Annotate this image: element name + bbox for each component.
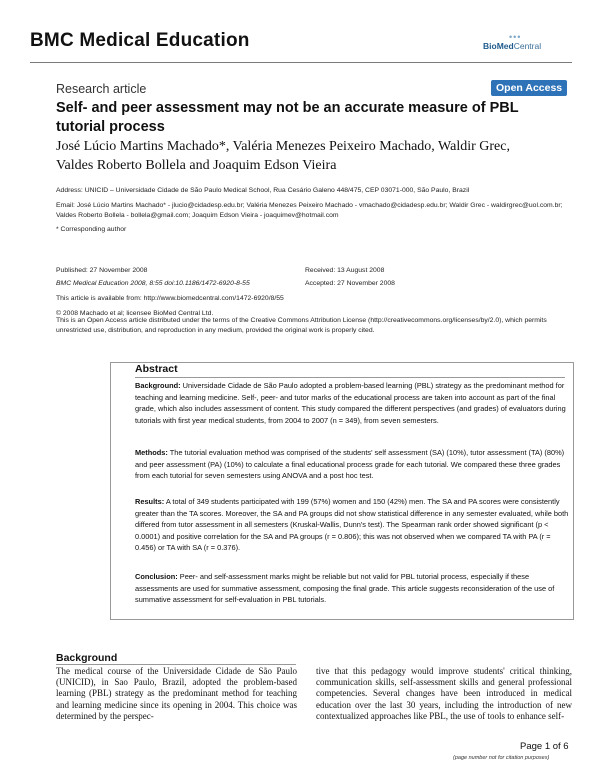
body-column-left: The medical course of the Universidade Cidade de São Paulo (UNICID), in Sao Paulo, Brazil, adopted the problem-based learning (PBL) strategy as the predominant method for teaching and learning medicine since its opening in 2004. This choice was determined by the perspec- [56,666,297,721]
page-number-note: (page number not for citation purposes) [453,755,550,761]
accepted-date: Accepted: 27 November 2008 [305,279,395,287]
journal-title: BMC Medical Education [30,30,250,51]
author-list: José Lúcio Martins Machado*, Valéria Menezes Peixeiro Machado, Waldir Grec, Valdes Roberto Bollela and Joaquim Edson Vieira [56,139,510,173]
background-heading: Background [56,652,118,664]
received-accepted-info [305,266,505,291]
open-access-badge: Open Access [491,80,567,96]
abstract-results: Results: A total of 349 students participated with 199 (57%) women and 150 (42%) men. The SA and PA scores were consistently greater than the TA scores. Moreover, the SA and PA groups did not show statistical difference in any semester evaluated, while both differed from tutor assessment in all semesters (Kruskal-Wallis, Dunn's test). The Spearman rank order showed significant (p < 0.0001) and positive correlation for the SA and PA groups (r = 0.806); this was not observed when we compared TA with PA (r = 0.456) or TA with SA (r = 0.376). [135,497,569,552]
publication-info [56,266,296,291]
abstract-background: Background: Universidade Cidade de São Paulo adopted a problem-based learning (PBL) strategy as the predominant method for teaching and learning medicine. Self-, peer- and tutor marks of the educational process are taken into account as part of the final grade, which also includes assessment of content. This study compared the different perspectives (and grades) of evaluators during tutorials with first year medical students, from 2004 to 2007 (n = 349), from seven semesters. [135,381,566,425]
body-column-right: tive that this pedagogy would improve students' critical thinking, communication skills, self-assessment skills and general professional competencies. Several changes have been introduced in medical education over the last 30 years, including the introduction of new contextualized approaches like PBL, the use of tools to enhance self- [316,666,572,721]
published-date: Published: 27 November 2008 [56,267,148,274]
biomed-central-logo [483,32,563,52]
corresponding-author-note: * Corresponding author [56,226,127,233]
abstract-methods: Methods: The tutorial evaluation method was comprised of the students' self assessment (SA) (10%), tutor assessment (TA) (80%) and peer assessment (PA) (10%) to calculate a final educational process grade for each tutorial. We compared these three grades from each tutorial for seven semesters using ANOVA and a post hoc test. [135,448,565,480]
copyright: © 2008 Machado et al; licensee BioMed Central Ltd. [56,310,214,317]
abstract-box [110,362,574,620]
received-date: Received: 13 August 2008 [305,267,385,274]
abstract-rule [135,377,565,378]
author-emails: Email: José Lúcio Martins Machado* - jlucio@cidadesp.edu.br; Valéria Menezes Peixeiro Machado - vmachado@cidadesp.edu.br; Waldir Grec - waldirgrec@uol.com.br; Valdes Roberto Bollela - bollela@gmail.com; Joaquim Edson Vieira - joaquimev@hotmail.com [56,202,563,219]
logo-dots-icon: ••• [509,32,522,42]
page-number: Page 1 of 6 [520,741,569,752]
article-url[interactable]: This article is available from: http://www.biomedcentral.com/1472-6920/8/55 [56,295,284,302]
background-rule [56,664,296,665]
abstract-conclusion: Conclusion: Peer- and self-assessment marks might be reliable but not valid for PBL tutorial process, especially if these assessments are used for summative assessment, composing the final grade. This article suggests reconsideration of the use of summative assessment for self-evaluation in PBL tutorials. [135,572,555,604]
logo-wordmark: BioMedCentral [483,41,542,51]
header-rule [30,62,572,63]
article-title: Self- and peer assessment may not be an accurate measure of PBL tutorial process [56,100,519,135]
article-type: Research article [56,82,147,96]
abstract-heading: Abstract [135,363,178,375]
citation: BMC Medical Education 2008, 8:55 doi:10.1186/1472-6920-8-55 [56,279,250,287]
author-address: Address: UNICID – Universidade Cidade de São Paulo Medical School, Rua Cesário Galeno 448/475, CEP 03071-000, São Paulo, Brazil [56,187,470,194]
license-text: This is an Open Access article distributed under the terms of the Creative Commons Attribution License (http://creativecommons.org/licenses/by/2.0), which permits unrestricted use, distribution, and reproduction in any medium, provided the original work is properly cited. [56,317,547,334]
